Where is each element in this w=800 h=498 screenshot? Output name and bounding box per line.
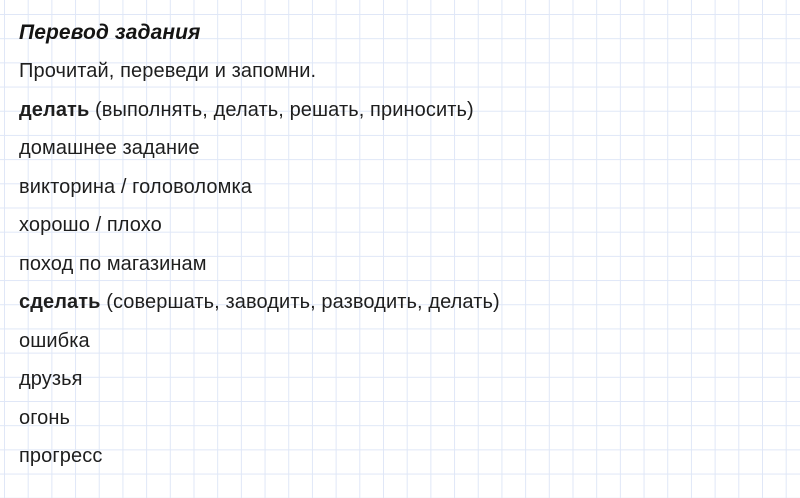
vocab-term: сделать [19, 291, 101, 314]
vocab-line-well-badly [19, 207, 790, 246]
vocab-text: огонь [19, 406, 71, 429]
vocab-text: прогресс [19, 445, 103, 468]
vocab-line-do [19, 91, 790, 130]
vocab-text: хорошо / плохо [19, 214, 162, 237]
vocab-text: друзья [19, 368, 83, 391]
vocab-line-progress [19, 438, 790, 477]
vocab-line-fire [19, 399, 790, 438]
vocab-line-quiz [19, 168, 790, 207]
vocab-text: ошибка [19, 329, 90, 352]
vocab-text: домашнее задание [19, 137, 200, 160]
vocab-text: (совершать, заводить, разводить, делать) [100, 291, 500, 314]
task-title: Перевод задания [19, 21, 201, 45]
vocab-text: (выполнять, делать, решать, приносить) [89, 98, 474, 121]
vocab-line-make [19, 284, 790, 323]
vocab-line-friends [19, 361, 790, 400]
vocab-text: викторина / головоломка [19, 175, 252, 198]
vocab-line-shopping [19, 245, 790, 284]
task-instruction: Прочитай, переведи и запомни. [19, 60, 317, 83]
vocab-line-homework [19, 130, 790, 169]
vocab-text: поход по магазинам [19, 252, 207, 275]
vocab-term: делать [19, 98, 90, 121]
task-content [19, 14, 790, 476]
vocab-line-mistake [19, 322, 790, 361]
